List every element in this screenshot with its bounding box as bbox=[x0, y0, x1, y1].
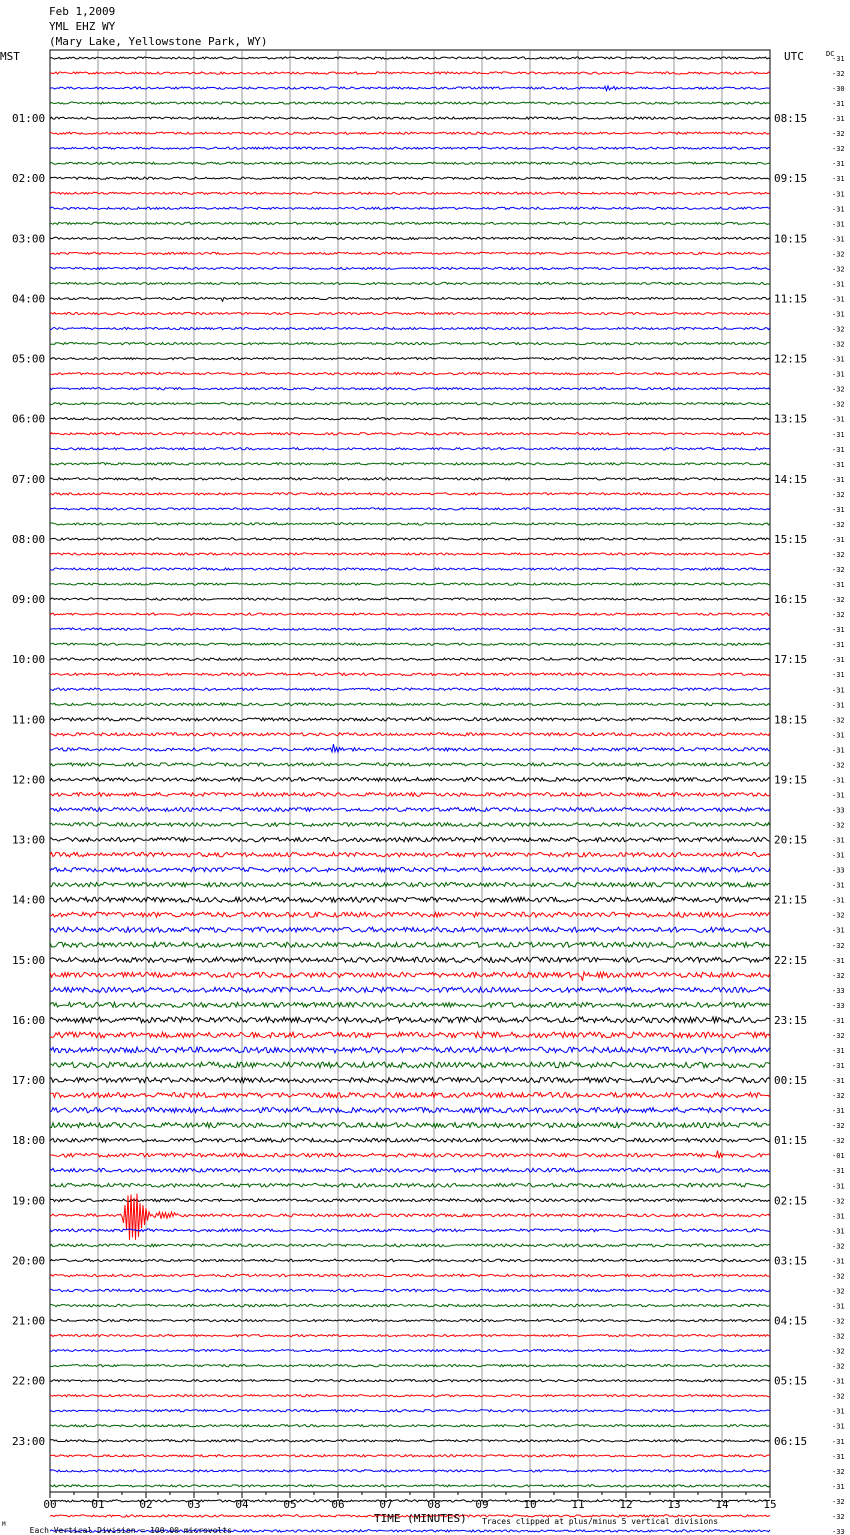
scale-value: 100.00 microvolts bbox=[150, 1526, 232, 1535]
seismic-trace bbox=[50, 1093, 770, 1098]
seismic-trace bbox=[50, 493, 770, 495]
x-tick-label: 07 bbox=[379, 1498, 393, 1511]
seismic-trace bbox=[50, 658, 770, 661]
seismic-trace bbox=[50, 744, 770, 752]
dc-offset-label: -31 bbox=[832, 370, 845, 379]
dc-offset-label: -31 bbox=[832, 1377, 845, 1386]
dc-offset-label: -31 bbox=[832, 1077, 845, 1086]
seismic-trace bbox=[50, 478, 770, 480]
dc-offset-label: -32 bbox=[832, 1031, 845, 1040]
dc-offset-label: -31 bbox=[832, 1407, 845, 1416]
seismic-trace bbox=[50, 508, 770, 510]
dc-offset-label: -31 bbox=[832, 701, 845, 710]
seismic-trace bbox=[50, 1440, 770, 1442]
dc-offset-label: -31 bbox=[832, 1182, 845, 1191]
seismic-trace bbox=[50, 282, 770, 284]
utc-hour-label: 16:15 bbox=[774, 593, 808, 607]
date-label: Feb 1,2009 bbox=[49, 5, 116, 18]
seismic-trace bbox=[50, 568, 770, 570]
seismic-trace bbox=[50, 1455, 770, 1457]
seismic-trace bbox=[50, 147, 770, 149]
dc-offset-label: -31 bbox=[832, 280, 845, 289]
dc-offset-label: -32 bbox=[832, 130, 845, 139]
seismic-trace bbox=[50, 267, 770, 269]
dc-offset-label: -31 bbox=[832, 220, 845, 229]
location-label: (Mary Lake, Yellowstone Park, WY) bbox=[49, 35, 268, 48]
dc-offset-label: -32 bbox=[832, 400, 845, 409]
dc-offset-label: -31 bbox=[832, 1422, 845, 1431]
dc-offset-label: -32 bbox=[832, 941, 845, 950]
x-tick-label: 13 bbox=[667, 1498, 681, 1511]
dc-offset-label: -32 bbox=[832, 911, 845, 920]
dc-offset-label: -31 bbox=[832, 430, 845, 439]
seismic-trace bbox=[50, 523, 770, 525]
dc-offset-label: -32 bbox=[832, 1137, 845, 1146]
dc-offset-label: -31 bbox=[832, 445, 845, 454]
seismic-trace bbox=[50, 192, 770, 194]
seismic-trace bbox=[50, 1470, 770, 1472]
seismic-trace bbox=[50, 252, 770, 254]
dc-offset-label: -31 bbox=[832, 671, 845, 680]
x-tick-label: 05 bbox=[283, 1498, 297, 1511]
seismic-trace bbox=[50, 613, 770, 615]
mst-hour-label: 20:00 bbox=[12, 1254, 46, 1268]
utc-hour-label: 18:15 bbox=[774, 713, 808, 727]
dc-offset-label: -32 bbox=[832, 340, 845, 349]
utc-hour-label: 13:15 bbox=[774, 412, 808, 426]
seismic-trace bbox=[50, 358, 770, 360]
dc-offset-label: -32 bbox=[832, 1392, 845, 1401]
dc-offset-label: -31 bbox=[832, 100, 845, 109]
seismic-trace bbox=[50, 1002, 770, 1007]
dc-offset-label: -31 bbox=[832, 1452, 845, 1461]
seismic-trace bbox=[50, 1425, 770, 1427]
utc-hour-label: 19:15 bbox=[774, 773, 808, 787]
utc-hour-label: 23:15 bbox=[774, 1013, 808, 1027]
dc-offset-label: -31 bbox=[832, 656, 845, 665]
seismic-trace bbox=[50, 1380, 770, 1382]
station-label: YML EHZ WY bbox=[49, 20, 116, 33]
dc-offset-label: -32 bbox=[832, 716, 845, 725]
dc-offset-label: -32 bbox=[832, 250, 845, 259]
seismic-trace bbox=[50, 1229, 770, 1232]
seismic-trace bbox=[50, 673, 770, 676]
x-tick-label: 06 bbox=[331, 1498, 345, 1511]
dc-offset-label: -32 bbox=[832, 385, 845, 394]
seismic-trace bbox=[50, 1151, 770, 1159]
mst-hour-label: 23:00 bbox=[12, 1434, 46, 1448]
dc-offset-label: -32 bbox=[832, 611, 845, 620]
seismic-trace bbox=[50, 327, 770, 329]
seismic-trace bbox=[50, 1168, 770, 1172]
mst-hour-label: 17:00 bbox=[12, 1074, 46, 1088]
dc-offset-label: -33 bbox=[832, 986, 845, 995]
seismic-trace bbox=[50, 388, 770, 390]
dc-offset-label: -32 bbox=[832, 821, 845, 830]
seismic-trace bbox=[50, 1350, 770, 1352]
x-tick-label: 15 bbox=[763, 1498, 777, 1511]
seismic-trace bbox=[50, 1500, 770, 1502]
scale-prefix: Each Vertical Division = bbox=[29, 1526, 151, 1535]
scale-note bbox=[20, 1517, 232, 1535]
dc-offset-label: -31 bbox=[832, 190, 845, 199]
seismic-trace bbox=[50, 1062, 770, 1068]
dc-offset-label: -31 bbox=[832, 626, 845, 635]
dc-offset-label: -32 bbox=[832, 490, 845, 499]
utc-hour-label: 22:15 bbox=[774, 953, 808, 967]
mst-hour-label: 16:00 bbox=[12, 1013, 46, 1027]
seismic-trace bbox=[50, 177, 770, 179]
utc-hour-label: 00:15 bbox=[774, 1074, 808, 1088]
dc-offset-label: -31 bbox=[832, 851, 845, 860]
seismic-trace bbox=[50, 912, 770, 917]
seismic-trace bbox=[50, 1319, 770, 1321]
dc-offset-label: -31 bbox=[832, 881, 845, 890]
mst-hour-label: 03:00 bbox=[12, 232, 46, 246]
dc-offset-label: -31 bbox=[832, 355, 845, 364]
dc-offset-label: -32 bbox=[832, 566, 845, 575]
utc-hour-label: 17:15 bbox=[774, 653, 808, 667]
dc-offset-label: -31 bbox=[832, 776, 845, 785]
seismic-trace bbox=[50, 1395, 770, 1397]
seismic-trace bbox=[50, 72, 770, 74]
seismic-trace bbox=[50, 1365, 770, 1367]
x-tick-label: 03 bbox=[187, 1498, 201, 1511]
dc-offset-label: -32 bbox=[832, 1272, 845, 1281]
dc-offset-label: -31 bbox=[832, 686, 845, 695]
seismic-trace bbox=[50, 1259, 770, 1262]
dc-offset-label: -31 bbox=[832, 235, 845, 244]
dc-offset-label: -31 bbox=[832, 641, 845, 650]
dc-offset-label: -32 bbox=[832, 70, 845, 79]
dc-offset-label: -32 bbox=[832, 1332, 845, 1341]
dc-offset-label: -31 bbox=[832, 1107, 845, 1116]
seismic-trace bbox=[50, 1123, 770, 1128]
mst-hour-label: 11:00 bbox=[12, 713, 46, 727]
seismic-trace bbox=[50, 1108, 770, 1113]
seismic-trace bbox=[50, 237, 770, 239]
seismic-trace bbox=[50, 207, 770, 209]
dc-offset-label: -32 bbox=[832, 1197, 845, 1206]
seismic-trace bbox=[50, 882, 770, 886]
dc-offset-label: -31 bbox=[832, 956, 845, 965]
utc-hour-label: 03:15 bbox=[774, 1254, 808, 1268]
x-tick-label: 01 bbox=[91, 1498, 105, 1511]
seismic-trace bbox=[50, 297, 770, 301]
x-tick-label: 08 bbox=[427, 1498, 441, 1511]
dc-offset-label: -01 bbox=[832, 1152, 845, 1161]
dc-offset-label: -33 bbox=[832, 806, 845, 815]
dc-offset-label: -32 bbox=[832, 520, 845, 529]
dc-offset-label: -32 bbox=[832, 1317, 845, 1326]
seismic-trace bbox=[50, 927, 770, 932]
utc-hour-label: 11:15 bbox=[774, 292, 808, 306]
seismic-trace bbox=[50, 117, 770, 119]
x-tick-label: 10 bbox=[523, 1498, 537, 1511]
dc-offset-label: -32 bbox=[832, 550, 845, 559]
seismic-trace bbox=[50, 1410, 770, 1412]
dc-offset-label: -31 bbox=[832, 791, 845, 800]
utc-hour-label: 10:15 bbox=[774, 232, 808, 246]
mst-hour-label: 01:00 bbox=[12, 112, 46, 126]
clip-note: Traces clipped at plus/minus 5 vertical divisions bbox=[482, 1517, 719, 1526]
seismic-trace bbox=[50, 778, 770, 782]
mst-hour-label: 15:00 bbox=[12, 953, 46, 967]
seismic-trace bbox=[50, 852, 770, 856]
seismic-trace bbox=[50, 86, 770, 91]
dc-offset-label: -30 bbox=[832, 85, 845, 94]
seismic-trace bbox=[50, 987, 770, 992]
seismic-trace bbox=[50, 897, 770, 902]
utc-hour-label: 15:15 bbox=[774, 532, 808, 546]
mst-hour-label: 18:00 bbox=[12, 1134, 46, 1148]
seismic-trace bbox=[50, 403, 770, 405]
dc-offset-label: -31 bbox=[832, 1167, 845, 1176]
seismic-trace bbox=[50, 643, 770, 645]
mst-hour-label: 05:00 bbox=[12, 352, 46, 366]
dc-offset-label: -31 bbox=[832, 746, 845, 755]
seismic-trace bbox=[50, 1032, 770, 1038]
seismic-trace bbox=[50, 222, 770, 224]
dc-offset-label: -31 bbox=[832, 1062, 845, 1071]
left-timezone-label: MST bbox=[0, 50, 20, 63]
utc-hour-label: 14:15 bbox=[774, 472, 808, 486]
dc-offset-label: -31 bbox=[832, 310, 845, 319]
mst-hour-label: 10:00 bbox=[12, 653, 46, 667]
utc-hour-label: 06:15 bbox=[774, 1434, 808, 1448]
dc-offset-label: -32 bbox=[832, 1242, 845, 1251]
dc-offset-label: -31 bbox=[832, 415, 845, 424]
mst-hour-label: 21:00 bbox=[12, 1314, 46, 1328]
dc-offset-label: -31 bbox=[832, 1016, 845, 1025]
utc-hour-label: 01:15 bbox=[774, 1134, 808, 1148]
dc-offset-label: -31 bbox=[832, 55, 845, 63]
x-tick-label: 02 bbox=[139, 1498, 153, 1511]
seismic-trace bbox=[50, 1047, 770, 1053]
seismic-trace bbox=[50, 972, 770, 981]
x-tick-label: 00 bbox=[43, 1498, 57, 1511]
dc-offset-label: -33 bbox=[832, 866, 845, 875]
dc-offset-label: -31 bbox=[832, 115, 845, 124]
dc-offset-label: -32 bbox=[832, 265, 845, 274]
dc-offset-label: -32 bbox=[832, 596, 845, 605]
dc-offset-label: -32 bbox=[832, 145, 845, 154]
seismic-trace bbox=[50, 583, 770, 585]
mst-hour-label: 04:00 bbox=[12, 292, 46, 306]
mst-hour-label: 13:00 bbox=[12, 833, 46, 847]
seismic-trace bbox=[50, 957, 770, 962]
utc-hour-label: 21:15 bbox=[774, 893, 808, 907]
dc-offset-label: -31 bbox=[832, 160, 845, 169]
utc-hour-label: 04:15 bbox=[774, 1314, 808, 1328]
seismic-trace bbox=[50, 1304, 770, 1307]
dc-offset-label: -31 bbox=[832, 896, 845, 905]
dc-label: DC bbox=[826, 50, 835, 58]
seismic-trace bbox=[50, 102, 770, 104]
mst-hour-label: 22:00 bbox=[12, 1374, 46, 1388]
seismic-trace bbox=[50, 57, 770, 59]
seismic-trace bbox=[50, 433, 770, 435]
dc-offset-label: -32 bbox=[832, 1467, 845, 1476]
seismic-trace bbox=[50, 1244, 770, 1247]
dc-offset-label: -31 bbox=[832, 1227, 845, 1236]
seismic-trace bbox=[50, 1199, 770, 1202]
seismic-trace bbox=[50, 1138, 770, 1142]
right-timezone-label: UTC bbox=[784, 50, 804, 63]
utc-hour-label: 20:15 bbox=[774, 833, 808, 847]
seismic-trace bbox=[50, 733, 770, 736]
seismic-trace bbox=[50, 837, 770, 842]
dc-offset-label: -31 bbox=[832, 836, 845, 845]
dc-offset-label: -31 bbox=[832, 1212, 845, 1221]
mst-hour-label: 07:00 bbox=[12, 472, 46, 486]
mst-hour-label: 12:00 bbox=[12, 773, 46, 787]
seismic-trace bbox=[50, 628, 770, 630]
x-tick-label: 14 bbox=[715, 1498, 729, 1511]
dc-offset-label: -33 bbox=[832, 1527, 845, 1534]
dc-offset-label: -32 bbox=[832, 1122, 845, 1131]
x-tick-label: 09 bbox=[475, 1498, 489, 1511]
seismic-trace bbox=[50, 1274, 770, 1277]
seismic-trace bbox=[50, 867, 770, 872]
dc-offset-label: -32 bbox=[832, 1362, 845, 1371]
mst-hour-label: 19:00 bbox=[12, 1194, 46, 1208]
seismic-trace bbox=[50, 808, 770, 812]
corner-mark: M bbox=[2, 1521, 6, 1528]
x-tick-label: 12 bbox=[619, 1498, 633, 1511]
dc-offset-label: -31 bbox=[832, 1257, 845, 1266]
mst-hour-label: 14:00 bbox=[12, 893, 46, 907]
seismic-trace bbox=[50, 162, 770, 164]
dc-offset-label: -32 bbox=[832, 971, 845, 980]
seismic-trace bbox=[50, 132, 770, 134]
seismic-trace bbox=[50, 718, 770, 721]
dc-offset-label: -31 bbox=[832, 1046, 845, 1055]
mst-hour-label: 02:00 bbox=[12, 172, 46, 186]
dc-offset-label: -31 bbox=[832, 175, 845, 184]
seismic-trace bbox=[50, 598, 770, 600]
utc-hour-label: 02:15 bbox=[774, 1194, 808, 1208]
seismic-trace bbox=[50, 1289, 770, 1292]
dc-offset-label: -31 bbox=[832, 1482, 845, 1491]
dc-offset-label: -31 bbox=[832, 1302, 845, 1311]
dc-offset-label: -31 bbox=[832, 295, 845, 304]
mst-hour-label: 08:00 bbox=[12, 532, 46, 546]
seismic-trace bbox=[50, 763, 770, 766]
seismic-trace bbox=[50, 553, 770, 555]
dc-offset-label: -33 bbox=[832, 1001, 845, 1010]
seismic-trace bbox=[50, 373, 770, 375]
dc-offset-label: -31 bbox=[832, 1437, 845, 1446]
seismic-trace bbox=[50, 1183, 770, 1187]
utc-hour-label: 08:15 bbox=[774, 112, 808, 126]
utc-hour-label: 05:15 bbox=[774, 1374, 808, 1388]
dc-offset-label: -31 bbox=[832, 475, 845, 484]
dc-offset-label: -31 bbox=[832, 460, 845, 469]
utc-hour-label: 12:15 bbox=[774, 352, 808, 366]
dc-offset-label: -31 bbox=[832, 926, 845, 935]
mst-hour-label: 06:00 bbox=[12, 412, 46, 426]
dc-offset-label: -32 bbox=[832, 1512, 845, 1521]
utc-hour-label: 09:15 bbox=[774, 172, 808, 186]
dc-offset-label: -31 bbox=[832, 731, 845, 740]
x-tick-label: 04 bbox=[235, 1498, 249, 1511]
dc-offset-label: -31 bbox=[832, 535, 845, 544]
x-axis-title: TIME (MINUTES) bbox=[374, 1512, 467, 1525]
seismic-trace bbox=[50, 688, 770, 691]
seismic-trace bbox=[50, 312, 770, 314]
seismic-trace bbox=[50, 418, 770, 420]
dc-offset-label: -32 bbox=[832, 1497, 845, 1506]
dc-offset-label: -31 bbox=[832, 505, 845, 514]
seismic-trace bbox=[50, 1078, 770, 1083]
dc-offset-label: -32 bbox=[832, 1092, 845, 1101]
seismic-trace bbox=[50, 793, 770, 797]
seismic-trace bbox=[50, 463, 770, 465]
dc-offset-label: -32 bbox=[832, 761, 845, 770]
seismic-trace bbox=[50, 703, 770, 706]
seismic-trace bbox=[50, 1334, 770, 1336]
seismic-trace bbox=[50, 823, 770, 827]
seismic-trace bbox=[50, 1485, 770, 1487]
dc-offset-label: -32 bbox=[832, 325, 845, 334]
x-tick-label: 11 bbox=[571, 1498, 585, 1511]
seismic-trace bbox=[50, 1017, 770, 1023]
seismic-trace bbox=[50, 343, 770, 345]
dc-offset-label: -32 bbox=[832, 1347, 845, 1356]
seismic-trace bbox=[50, 448, 770, 450]
mst-hour-label: 09:00 bbox=[12, 593, 46, 607]
seismic-trace bbox=[50, 942, 770, 947]
dc-offset-label: -31 bbox=[832, 205, 845, 214]
dc-offset-label: -31 bbox=[832, 581, 845, 590]
dc-offset-label: -32 bbox=[832, 1287, 845, 1296]
seismic-trace bbox=[50, 538, 770, 540]
